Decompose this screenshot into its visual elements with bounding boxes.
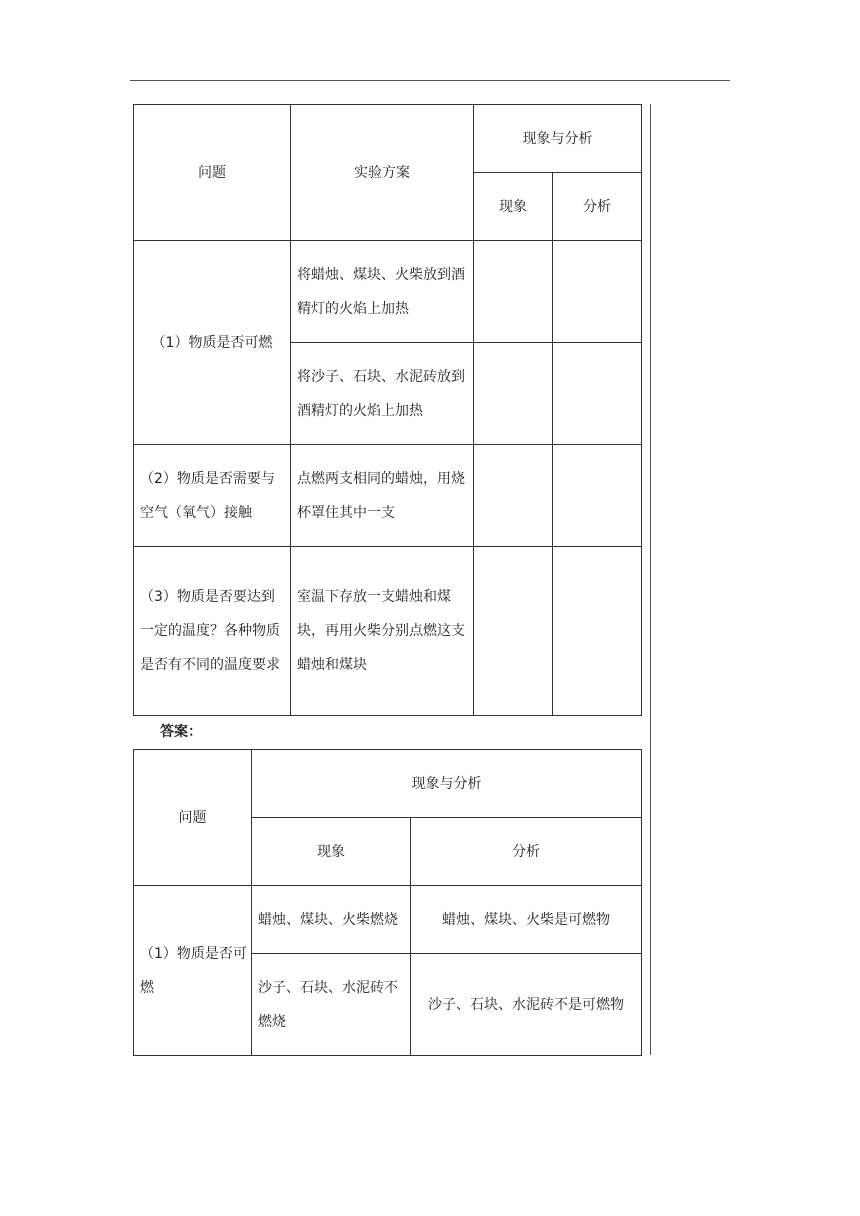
analysis-cell[interactable] (553, 547, 642, 716)
analysis-cell: 蜡烛、煤块、火柴是可燃物 (411, 886, 642, 954)
phenomenon-cell[interactable] (474, 445, 553, 547)
table-row (134, 445, 642, 547)
header-question: 问题 (134, 750, 252, 886)
table-row (134, 241, 642, 343)
plan-cell: 将蜡烛、煤块、火柴放到酒精灯的火焰上加热 (291, 241, 474, 343)
answer-table (133, 749, 642, 1056)
margin-rule (650, 104, 651, 1055)
question-cell: （2）物质是否需要与空气（氧气）接触 (134, 445, 291, 547)
table-row (134, 886, 642, 954)
question-cell: （1）物质是否可燃 (134, 241, 291, 445)
plan-cell: 将沙子、石块、水泥砖放到酒精灯的火焰上加热 (291, 343, 474, 445)
analysis-cell[interactable] (553, 445, 642, 547)
header-analysis: 分析 (411, 818, 642, 886)
phenomenon-cell[interactable] (474, 343, 553, 445)
header-plan: 实验方案 (291, 105, 474, 241)
phenomenon-cell[interactable] (474, 547, 553, 716)
header-phenomena-analysis: 现象与分析 (252, 750, 642, 818)
plan-cell: 室温下存放一支蜡烛和煤块，再用火柴分别点燃这支蜡烛和煤块 (291, 547, 474, 716)
phenomenon-cell: 蜡烛、煤块、火柴燃烧 (252, 886, 411, 954)
header-question: 问题 (134, 105, 291, 241)
header-rule (130, 80, 730, 81)
table-row (134, 547, 642, 716)
answer-label: 答案： (160, 724, 202, 740)
analysis-cell: 沙子、石块、水泥砖不是可燃物 (411, 954, 642, 1056)
experiment-table (133, 104, 642, 716)
analysis-cell[interactable] (553, 241, 642, 343)
header-phenomena-analysis: 现象与分析 (474, 105, 642, 173)
phenomenon-cell: 沙子、石块、水泥砖不燃烧 (252, 954, 411, 1056)
header-phenomenon: 现象 (252, 818, 411, 886)
analysis-cell[interactable] (553, 343, 642, 445)
question-cell: （3）物质是否要达到一定的温度？各种物质是否有不同的温度要求 (134, 547, 291, 716)
header-analysis: 分析 (553, 173, 642, 241)
phenomenon-cell[interactable] (474, 241, 553, 343)
header-phenomenon: 现象 (474, 173, 553, 241)
plan-cell: 点燃两支相同的蜡烛，用烧杯罩住其中一支 (291, 445, 474, 547)
question-cell: （1）物质是否可燃 (134, 886, 252, 1056)
